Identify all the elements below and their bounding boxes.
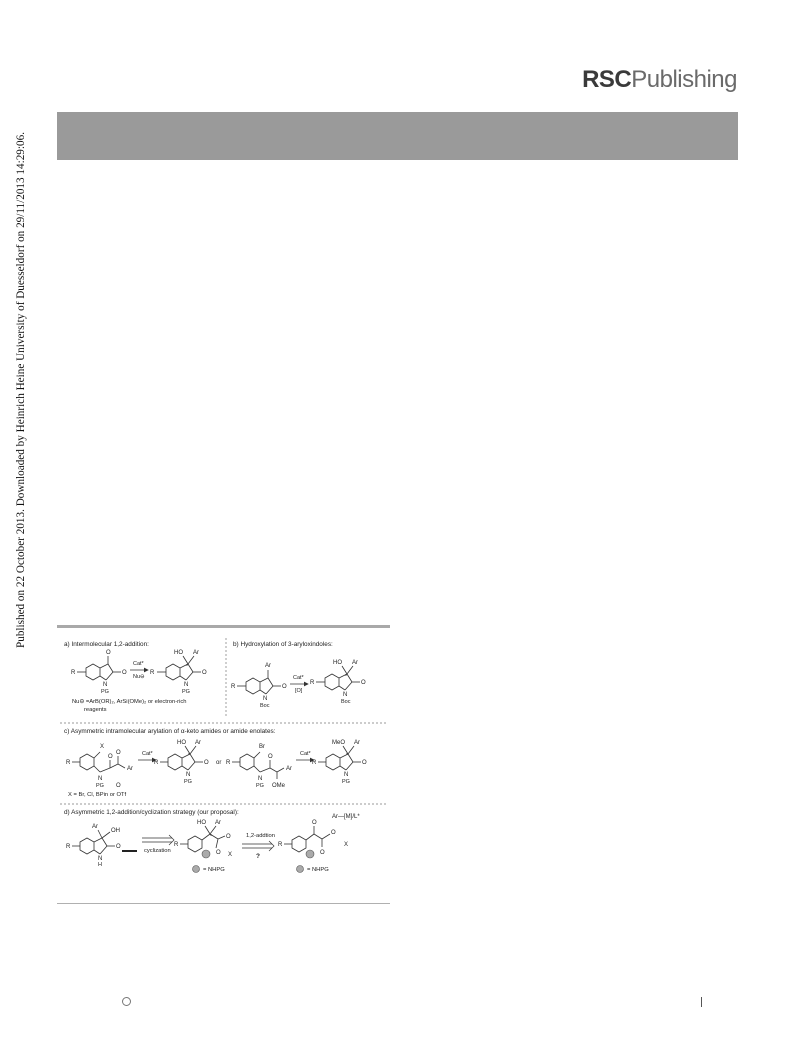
panel-b-r2: R [310,680,315,686]
panel-c-reactant2 [232,752,284,779]
panel-c-o1c: O [116,783,121,789]
panel-d-o2: O [226,834,231,840]
sidebar-published-note-container [0,0,30,660]
panel-d-o2b: O [216,850,221,856]
panel-d-r3: R [278,842,283,848]
panel-c-ome: OMe [272,783,286,789]
panel-c-r4: R [312,760,317,766]
panel-c-pg4: PG [342,779,350,785]
panel-a-n2: N [184,682,189,688]
panel-d-sphere2 [306,850,314,858]
panel-c-product2 [318,746,361,770]
panel-a-note1: Nu⊖ =ArB(OR)₂, ArSi(OMe)₂ or electron-rich [72,699,187,705]
panel-d-question: ? [256,853,260,860]
header-banner [57,112,738,160]
panel-d-metal: Ar—[M]/L* [332,814,360,820]
panel-c-o3: O [268,754,273,760]
panel-d-legend-sphere1 [193,866,200,873]
panel-c-cat2: Cat* [300,751,311,757]
panel-c-x1: X [100,744,105,750]
panel-b-n2: N [343,692,348,698]
panel-d-star1: * [210,834,212,840]
panel-c-star1: * [188,753,190,759]
logo-publishing: Publishing [631,66,737,93]
panel-c-pg2: PG [184,779,192,785]
panel-b-product [316,666,360,690]
panel-d-cyclization: cyclization [144,848,171,854]
panel-c-n1: N [98,776,103,782]
panel-a-o1: O [106,650,111,656]
panel-d-nhpg1: = NHPG [203,867,225,873]
published-note: Published on 22 October 2013. Downloaded by Heinrich Heine University of Duesseldorf on 29/11/2013 14:29:06. [15,132,27,648]
panel-c-ar1: Ar [127,766,133,772]
footer-circle-icon [122,997,131,1006]
panel-c-ar2: Ar [195,740,201,746]
panel-a-title: a) Intermolecular 1,2-addition: [64,641,149,648]
publisher-logo [582,66,737,94]
panel-c-ar4: Ar [354,740,360,746]
panel-a-pg2: PG [182,689,190,695]
panel-a-isatin [77,656,121,680]
panel-d-x1: X [228,852,233,858]
logo-rsc: RSC [582,66,632,93]
scheme-svg [60,634,390,899]
panel-d-sphere1 [202,850,210,858]
panel-b-title: b) Hydroxylation of 3-aryloxindoles: [233,641,333,648]
panel-c-product1 [160,746,203,770]
panel-d-ketoester [284,826,330,852]
panel-c-o1: O [108,754,113,760]
panel-a-r2: R [150,670,155,676]
panel-c-r3: R [226,760,231,766]
panel-a-product [157,656,201,680]
panel-c-ar3: Ar [286,766,292,772]
footer-divider [701,997,702,1007]
panel-b-reactant [237,670,281,694]
panel-d-ar1: Ar [92,824,98,830]
panel-d-oxindole [72,830,115,854]
panel-d-retro-arrow [142,835,174,845]
panel-c-o2: O [204,760,209,766]
panel-a-pg1: PG [101,689,109,695]
panel-c-pg3: PG [256,783,264,789]
panel-c-ho: HO [177,740,186,746]
panel-a-note2: reagents [84,707,107,713]
panel-c-br: Br [259,744,265,750]
panel-b-boc1: Boc [260,703,270,709]
panel-d-intermediate [180,826,225,852]
panel-a-star: * [186,664,188,670]
panel-d-retro-arrow2 [242,841,274,851]
figure-top-rule [57,625,390,628]
panel-a-ar: Ar [193,650,199,656]
panel-d-n1: N [98,856,103,862]
panel-d-o1: O [116,844,121,850]
panel-c-title: c) Asymmetric intramolecular arylation of α-keto amides or amide enolates: [64,728,276,735]
panel-a-cat: Cat* [133,661,144,667]
panel-d-legend-sphere2 [297,866,304,873]
panel-c-meo: MeO [332,740,346,746]
panel-c-o1b: O [116,750,121,756]
panel-d-r1: R [66,844,71,850]
panel-c-star2: * [346,753,348,759]
panel-b-o2: O [361,680,366,686]
panel-c-x-note: X = Br, Cl, BPin or OTf [68,792,127,798]
panel-b-boc2: Boc [341,699,351,705]
panel-a-o3: O [202,670,207,676]
panel-d-addition: 1,2-addtion [246,833,276,839]
panel-c-o4: O [362,760,367,766]
panel-a-r1: R [71,670,76,676]
panel-d-oh: OH [111,828,120,834]
panel-b-star: * [345,674,347,680]
panel-d-ar2: Ar [215,820,221,826]
panel-c-pg1: PG [96,783,104,789]
panel-a-nu: Nu⊖ [133,674,145,680]
panel-d-x2: X [344,842,349,848]
panel-d-nhpg2: = NHPG [307,867,329,873]
panel-b-cat: Cat* [293,675,304,681]
panel-a-n1: N [103,682,108,688]
panel-d-title: d) Asymmetric 1,2-addition/cyclization strategy (our proposal): [64,809,239,816]
panel-b-o1: O [282,684,287,690]
panel-d-h: H [98,862,102,868]
panel-c-n4: N [344,772,349,778]
panel-b-ar1: Ar [265,663,271,669]
panel-d-ho: HO [197,820,206,826]
panel-d-o3c: O [331,830,336,836]
panel-a-o2: O [122,670,127,676]
panel-c-n2: N [186,772,191,778]
scheme-figure [60,634,390,899]
panel-b-ho: HO [333,660,342,666]
panel-b-r1: R [231,684,236,690]
panel-c-r1: R [66,760,71,766]
panel-b-ox: [O] [295,688,303,694]
panel-c-n3: N [258,776,263,782]
figure-bottom-rule [57,903,390,904]
panel-d-r2: R [174,842,179,848]
panel-b-n1: N [263,696,268,702]
panel-c-cat1: Cat* [142,751,153,757]
panel-b-ar2: Ar [352,660,358,666]
panel-c-or: or [216,760,222,766]
panel-d-o3b: O [320,850,325,856]
panel-d-o3: O [312,820,317,826]
panel-a-ho: HO [174,650,183,656]
panel-c-r2: R [154,760,159,766]
